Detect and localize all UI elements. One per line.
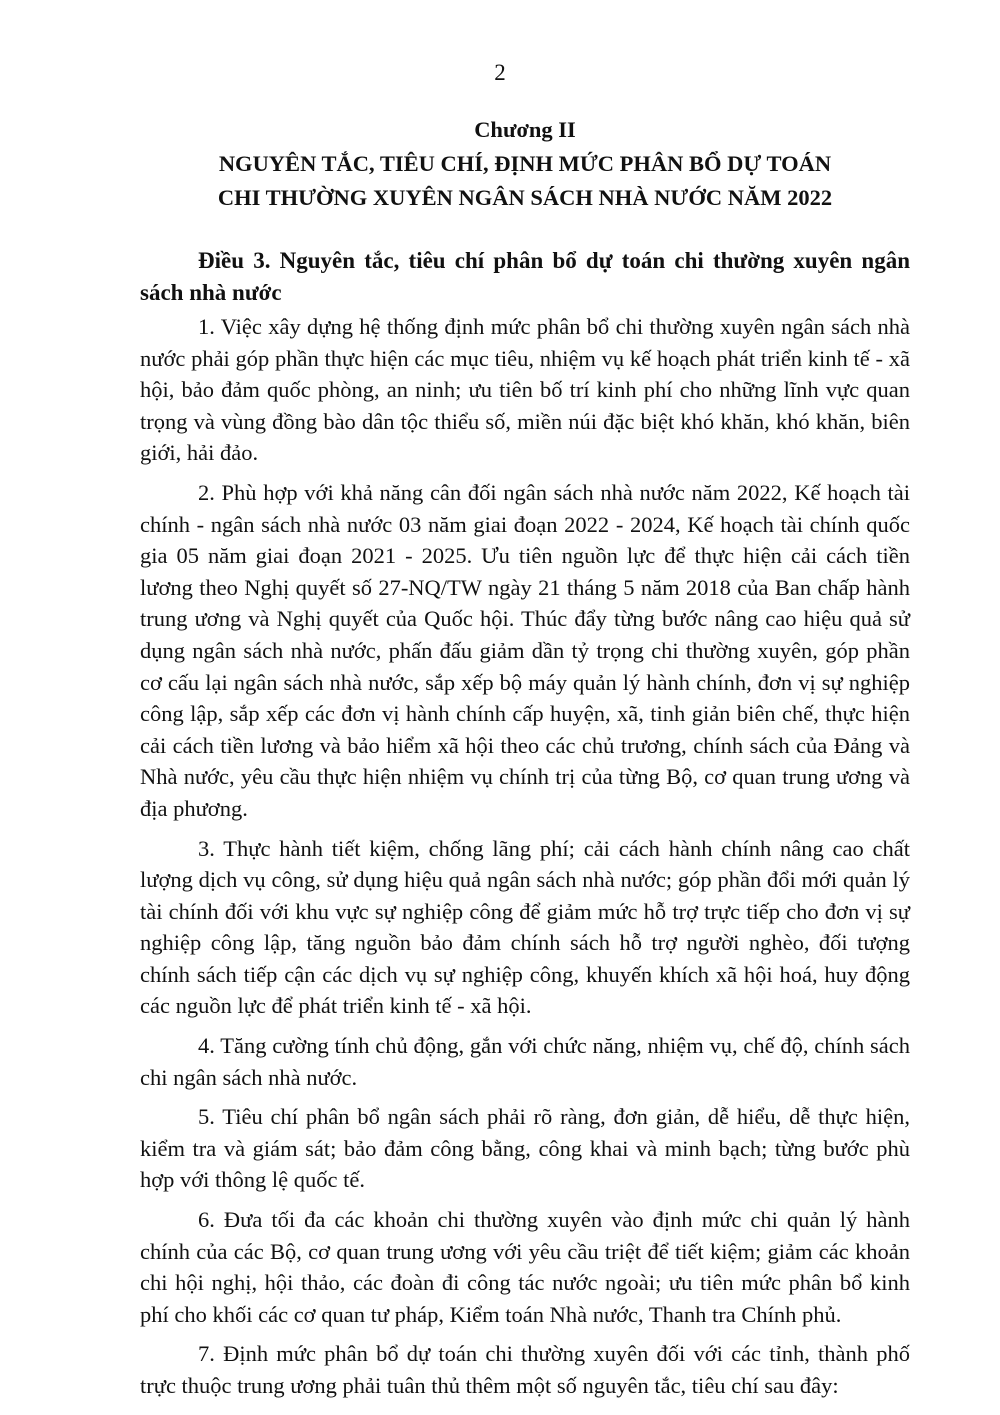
paragraph-7: 7. Định mức phân bổ dự toán chi thường xuyên đối với các tỉnh, thành phố trực thuộc trung ương phải tuân thủ thêm một số nguyên tắc, tiêu chí sau đây: — [140, 1341, 910, 1398]
paragraph-4: 4. Tăng cường tính chủ động, gắn với chức năng, nhiệm vụ, chế độ, chính sách chi ngân sách nhà nước. — [140, 1033, 910, 1090]
chapter-heading: Chương II — [474, 117, 576, 142]
chapter-title-line-2: CHI THƯỜNG XUYÊN NGÂN SÁCH NHÀ NƯỚC NĂM 2022 — [217, 185, 833, 210]
article-body — [140, 311, 910, 1410]
page-number: 2 — [494, 60, 506, 85]
paragraph-3: 3. Thực hành tiết kiệm, chống lãng phí; cải cách hành chính nâng cao chất lượng dịch vụ công, sử dụng hiệu quả ngân sách nhà nước; góp phần đổi mới quản lý tài chính đối với khu vực sự nghiệp công để giảm mức hỗ trợ trực tiếp cho đơn vị sự nghiệp công lập, tăng nguồn bảo đảm chính sách hỗ trợ người nghèo, đối tượng chính sách tiếp cận các dịch vụ sự nghiệp công, khuyến khích xã hội hoá, huy động các nguồn lực để phát triển kinh tế - xã hội. — [140, 835, 910, 1019]
article-heading: Điều 3. Nguyên tắc, tiêu chí phân bổ dự toán chi thường xuyên ngân sách nhà nước — [140, 248, 910, 305]
paragraph-5: 5. Tiêu chí phân bổ ngân sách phải rõ ràng, đơn giản, dễ hiểu, dễ thực hiện, kiểm tra và giám sát; bảo đảm công bằng, công khai và minh bạch; từng bước phù hợp với thông lệ quốc tế. — [140, 1104, 910, 1193]
chapter-title-line-1: NGUYÊN TẮC, TIÊU CHÍ, ĐỊNH MỨC PHÂN BỔ DỰ TOÁN — [218, 151, 832, 176]
paragraph-2: 2. Phù hợp với khả năng cân đối ngân sách nhà nước năm 2022, Kế hoạch tài chính - ngân sách nhà nước 03 năm giai đoạn 2022 - 2024, Kế hoạch tài chính quốc gia 05 năm giai đoạn 2021 - 2025. Ưu tiên nguồn lực để thực hiện cải cách tiền lương theo Nghị quyết số 27-NQ/TW ngày 21 tháng 5 năm 2018 của Ban chấp hành trung ương và Nghị quyết của Quốc hội. Thúc đẩy từng bước nâng cao hiệu quả sử dụng ngân sách nhà nước, phấn đấu giảm dần tỷ trọng chi thường xuyên, góp phần cơ cấu lại ngân sách nhà nước, sắp xếp bộ máy quản lý hành chính, đơn vị sự nghiệp công lập, sắp xếp các đơn vị hành chính cấp huyện, xã, tinh giản biên chế, thực hiện cải cách tiền lương và bảo hiểm xã hội theo các chủ trương, chính sách của Đảng và Nhà nước, yêu cầu thực hiện nhiệm vụ chính trị của từng Bộ, cơ quan trung ương và địa phương. — [140, 479, 910, 821]
paragraph-1: 1. Việc xây dựng hệ thống định mức phân bổ chi thường xuyên ngân sách nhà nước phải góp phần thực hiện các mục tiêu, nhiệm vụ kế hoạch phát triển kinh tế - xã hội, bảo đảm quốc phòng, an ninh; ưu tiên bố trí kinh phí cho những lĩnh vực quan trọng và vùng đồng bào dân tộc thiểu số, miền núi đặc biệt khó khăn, khó khăn, biên giới, hải đảo. — [140, 314, 910, 466]
paragraph-6: 6. Đưa tối đa các khoản chi thường xuyên vào định mức chi quản lý hành chính của các Bộ, cơ quan trung ương với yêu cầu triệt để tiết kiệm; giảm các khoản chi hội nghị, hội thảo, các đoàn đi công tác nước ngoài; ưu tiên mức phân bổ kinh phí cho khối các cơ quan tư pháp, Kiểm toán Nhà nước, Thanh tra Chính phủ. — [140, 1207, 910, 1327]
